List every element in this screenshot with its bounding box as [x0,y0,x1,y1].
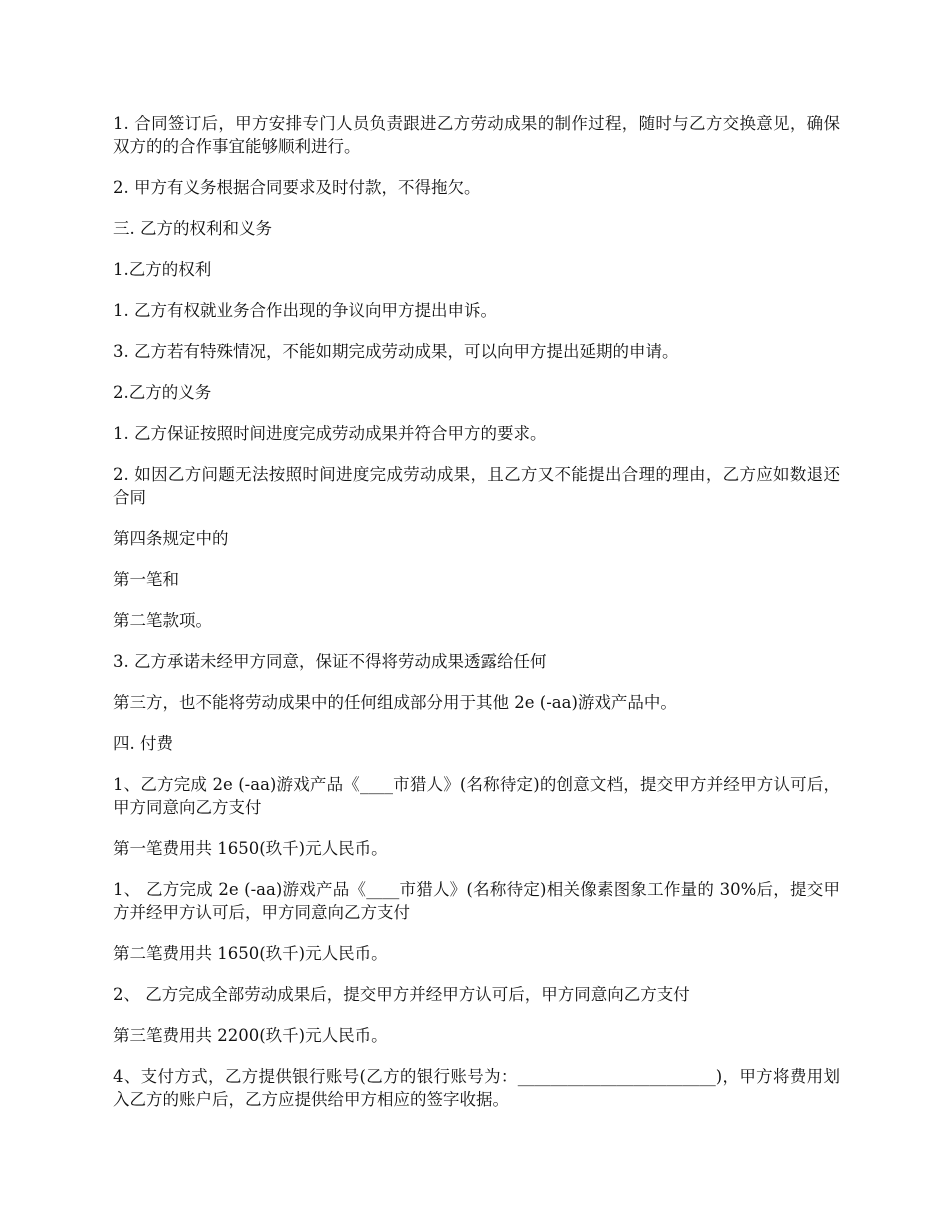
paragraph-party-b-refund: 2. 如因乙方问题无法按照时间进度完成劳动成果，且乙方又不能提出合理的理由，乙方应如数退还合同 [113,465,840,507]
paragraph-second-fee-amount: 第二笔费用共 1650(玖千)元人民币。 [113,944,388,963]
paragraph-payment-pixel-art: 1、 乙方完成 2e (-aa)游戏产品《____市猎人》(名称待定)相关像素图象工作量的 30%后，提交甲方并经甲方认可后，甲方同意向乙方支付 [113,880,840,922]
section-heading-party-b-rights-duties: 三. 乙方的权利和义务 [113,219,272,238]
section-heading-payment: 四. 付费 [113,734,173,753]
paragraph-party-b-schedule-guarantee: 1. 乙方保证按照时间进度完成劳动成果并符合甲方的要求。 [113,424,547,443]
subheading-party-b-rights: 1.乙方的权利 [113,260,212,279]
paragraph-party-a-payment-duty: 2. 甲方有义务根据合同要求及时付款，不得拖欠。 [113,178,481,197]
paragraph-party-b-extension-request: 3. 乙方若有特殊情况，不能如期完成劳动成果，可以向甲方提出延期的申请。 [113,342,679,361]
document-body [113,112,840,1129]
paragraph-confidentiality: 3. 乙方承诺未经甲方同意，保证不得将劳动成果透露给任何 [113,652,547,671]
paragraph-payment-completion: 2、 乙方完成全部劳动成果后，提交甲方并经甲方认可后，甲方同意向乙方支付 [113,985,690,1004]
paragraph-first-payment-reference: 第一笔和 [113,570,179,589]
paragraph-payment-creative-doc: 1、乙方完成 2e (-aa)游戏产品《____市猎人》(名称待定)的创意文档，提交甲方并经甲方认可后，甲方同意向乙方支付 [113,775,840,817]
subheading-party-b-duties: 2.乙方的义务 [113,383,212,402]
paragraph-article-four-reference: 第四条规定中的 [113,529,229,548]
paragraph-third-party-restriction: 第三方，也不能将劳动成果中的任何组成部分用于其他 2e (-aa)游戏产品中。 [113,693,677,712]
paragraph-payment-method: 4、支付方式，乙方提供银行账号(乙方的银行账号为：________________________)，甲方将费用划入乙方的账户后，乙方应提供给甲方相应的签字收据。 [113,1067,840,1109]
paragraph-first-fee-amount: 第一笔费用共 1650(玖千)元人民币。 [113,839,388,858]
paragraph-third-fee-amount: 第三笔费用共 2200(玖千)元人民币。 [113,1026,388,1045]
paragraph-contract-followup: 1. 合同签订后，甲方安排专门人员负责跟进乙方劳动成果的制作过程，随时与乙方交换意见，确保双方的的合作事宜能够顺利进行。 [113,114,840,156]
paragraph-party-b-appeal-right: 1. 乙方有权就业务合作出现的争议向甲方提出申诉。 [113,301,497,320]
paragraph-second-payment-reference: 第二笔款项。 [113,611,212,630]
